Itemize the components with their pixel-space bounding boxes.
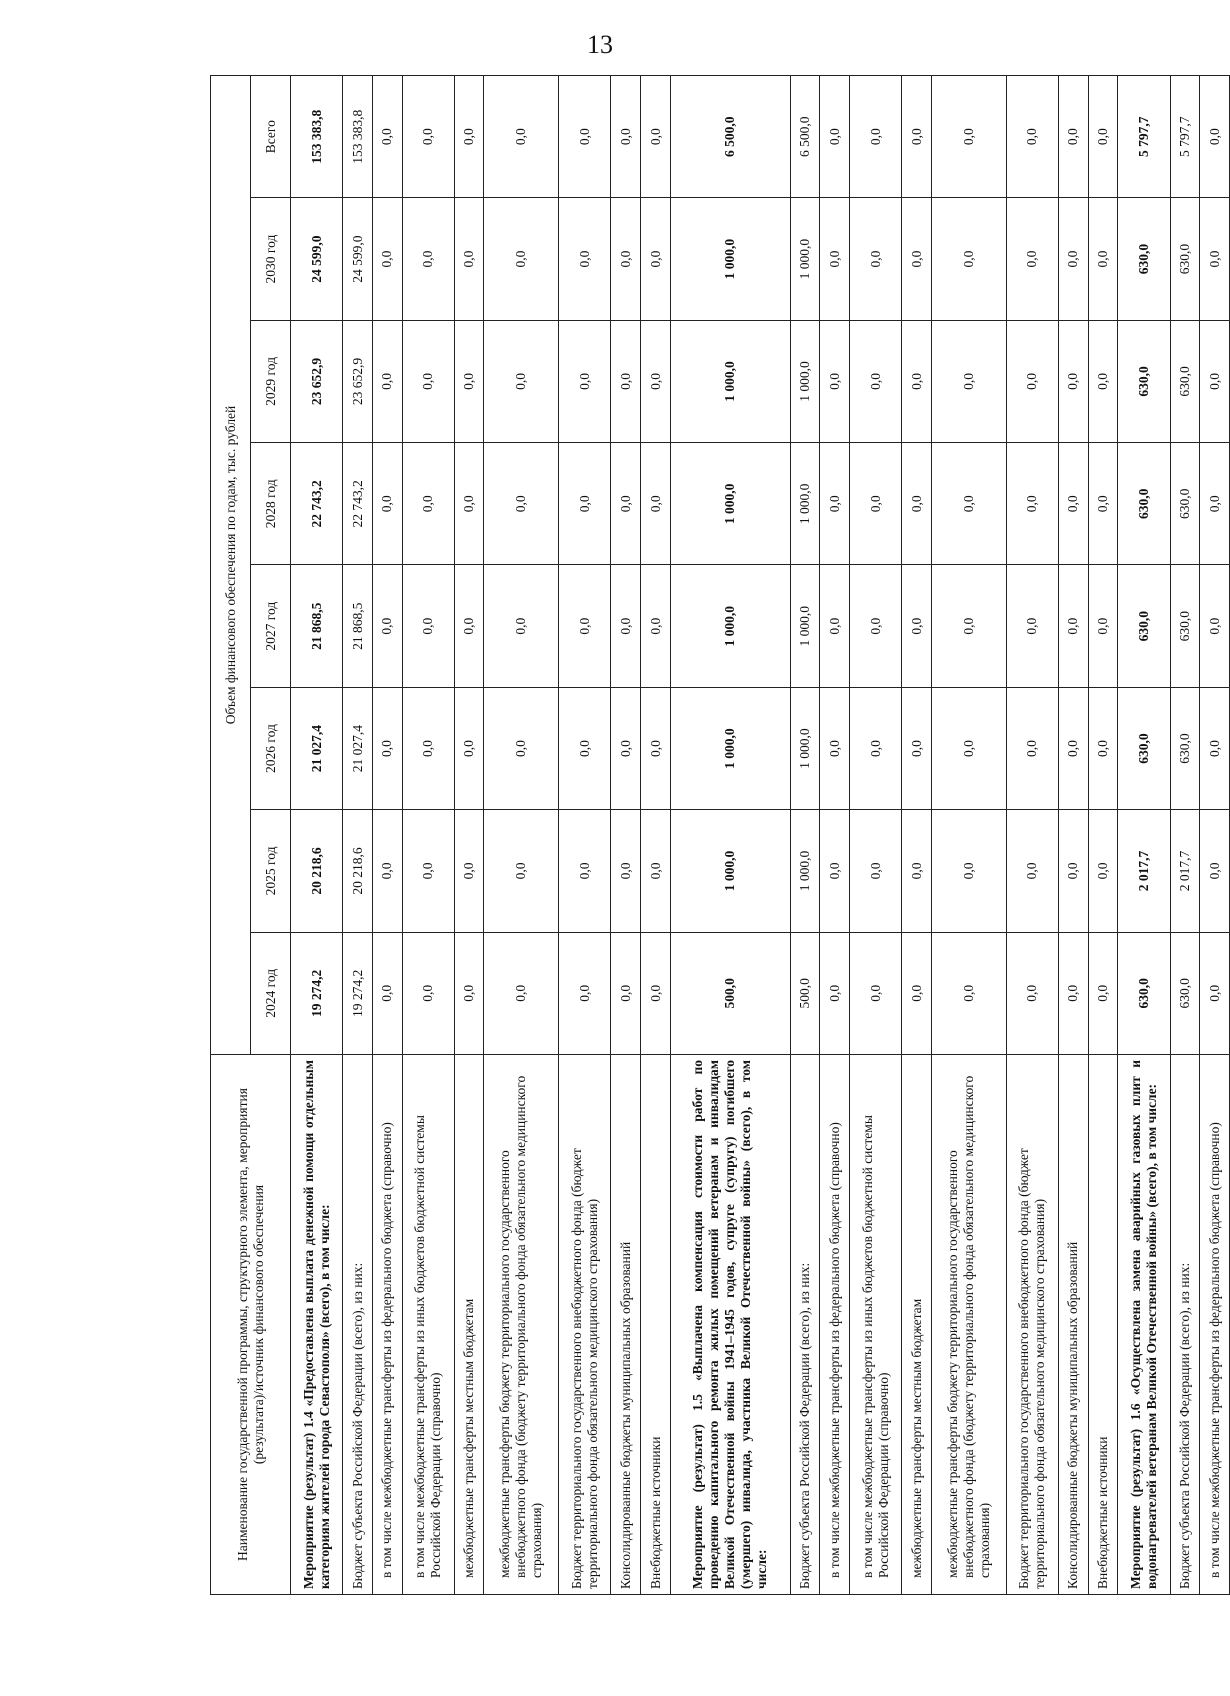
year-value-cell: 0,0 bbox=[820, 932, 850, 1054]
year-value-cell: 0,0 bbox=[402, 687, 454, 809]
year-value-cell: 0,0 bbox=[559, 198, 611, 320]
year-value-cell: 1 000,0 bbox=[670, 810, 790, 932]
year-value-cell: 0,0 bbox=[820, 320, 850, 442]
total-value-cell: 0,0 bbox=[1200, 76, 1230, 198]
year-value-cell: 500,0 bbox=[790, 932, 820, 1054]
total-value-cell: 0,0 bbox=[1059, 76, 1089, 198]
year-value-cell: 24 599,0 bbox=[291, 198, 343, 320]
row-name-cell: межбюджетные трансферты бюджету территориального государственного внебюджетного фонда (бюджету территориального фонда обязательного медицинского страхования) bbox=[931, 1055, 1006, 1595]
year-value-cell: 0,0 bbox=[1200, 320, 1230, 442]
row-name-cell: в том числе межбюджетные трансферты из иных бюджетов бюджетной системы Российской Федерации (справочно) bbox=[850, 1055, 902, 1595]
year-value-cell: 1 000,0 bbox=[670, 565, 790, 687]
year-value-cell: 0,0 bbox=[931, 443, 1006, 565]
year-value-cell: 0,0 bbox=[402, 198, 454, 320]
year-value-cell: 0,0 bbox=[372, 565, 402, 687]
row-name-cell: Внебюджетные источники bbox=[1088, 1055, 1118, 1595]
page-number: 13 bbox=[587, 30, 613, 59]
year-value-cell: 630,0 bbox=[1170, 932, 1200, 1054]
total-value-cell: 0,0 bbox=[850, 76, 902, 198]
year-value-cell: 630,0 bbox=[1170, 443, 1200, 565]
financing-volume-header: Объем финансового обеспечения по годам, тыс. рублей bbox=[211, 76, 251, 1055]
year-value-cell: 0,0 bbox=[559, 687, 611, 809]
year-value-cell: 0,0 bbox=[372, 932, 402, 1054]
year-value-cell: 1 000,0 bbox=[670, 198, 790, 320]
year-column-header: 2027 год bbox=[251, 565, 291, 687]
year-value-cell: 0,0 bbox=[641, 198, 671, 320]
year-value-cell: 0,0 bbox=[902, 443, 932, 565]
year-value-cell: 0,0 bbox=[850, 443, 902, 565]
year-value-cell: 0,0 bbox=[902, 810, 932, 932]
year-value-cell: 0,0 bbox=[484, 810, 559, 932]
year-value-cell: 0,0 bbox=[850, 198, 902, 320]
year-value-cell: 0,0 bbox=[454, 198, 484, 320]
table-row bbox=[1006, 76, 1058, 1595]
measure-row bbox=[291, 76, 343, 1595]
year-value-cell: 630,0 bbox=[1118, 932, 1170, 1054]
table-row bbox=[372, 76, 402, 1595]
year-value-cell: 0,0 bbox=[1088, 198, 1118, 320]
rotated-table-container bbox=[210, 75, 1230, 1595]
year-value-cell: 0,0 bbox=[402, 932, 454, 1054]
year-value-cell: 0,0 bbox=[850, 320, 902, 442]
total-value-cell: 0,0 bbox=[611, 76, 641, 198]
total-value-cell: 0,0 bbox=[1088, 76, 1118, 198]
total-value-cell: 0,0 bbox=[372, 76, 402, 198]
row-name-cell: Бюджет территориального государственного внебюджетного фонда (бюджет территориального фонда обязательного медицинского страхования) bbox=[1006, 1055, 1058, 1595]
year-value-cell: 0,0 bbox=[611, 687, 641, 809]
year-value-cell: 21 027,4 bbox=[343, 687, 373, 809]
total-value-cell: 153 383,8 bbox=[291, 76, 343, 198]
row-name-cell: Мероприятие (результат) 1.4 «Предоставлена выплата денежной помощи отдельным категориям жителей города Севастополя» (всего), в том числе: bbox=[291, 1055, 343, 1595]
total-value-cell: 5 797,7 bbox=[1118, 76, 1170, 198]
total-value-cell: 0,0 bbox=[559, 76, 611, 198]
row-name-cell: Внебюджетные источники bbox=[641, 1055, 671, 1595]
table-row bbox=[402, 76, 454, 1595]
year-value-cell: 630,0 bbox=[1118, 687, 1170, 809]
row-name-cell: Бюджет субъекта Российской Федерации (всего), из них: bbox=[790, 1055, 820, 1595]
total-value-cell: 0,0 bbox=[484, 76, 559, 198]
year-value-cell: 0,0 bbox=[611, 443, 641, 565]
year-value-cell: 0,0 bbox=[1059, 443, 1089, 565]
year-value-cell: 0,0 bbox=[1059, 687, 1089, 809]
year-value-cell: 0,0 bbox=[1059, 320, 1089, 442]
year-value-cell: 1 000,0 bbox=[790, 198, 820, 320]
year-value-cell: 0,0 bbox=[820, 687, 850, 809]
year-value-cell: 630,0 bbox=[1170, 320, 1200, 442]
year-value-cell: 0,0 bbox=[1006, 320, 1058, 442]
year-value-cell: 0,0 bbox=[372, 687, 402, 809]
year-value-cell: 23 652,9 bbox=[291, 320, 343, 442]
year-value-cell: 0,0 bbox=[931, 198, 1006, 320]
financing-table bbox=[210, 75, 1230, 1595]
year-value-cell: 1 000,0 bbox=[790, 443, 820, 565]
year-value-cell: 22 743,2 bbox=[343, 443, 373, 565]
year-value-cell: 0,0 bbox=[611, 565, 641, 687]
row-name-cell: Мероприятие (результат) 1.6 «Осуществлена замена аварийных газовых плит и водонагревателей ветеранам Великой Отечественной войны» (всего), в том числе: bbox=[1118, 1055, 1170, 1595]
measure-row bbox=[1118, 76, 1170, 1595]
year-value-cell: 630,0 bbox=[1118, 443, 1170, 565]
year-value-cell: 0,0 bbox=[931, 810, 1006, 932]
year-value-cell: 0,0 bbox=[611, 198, 641, 320]
year-value-cell: 0,0 bbox=[820, 810, 850, 932]
year-value-cell: 630,0 bbox=[1118, 320, 1170, 442]
year-value-cell: 630,0 bbox=[1170, 565, 1200, 687]
year-value-cell: 0,0 bbox=[454, 565, 484, 687]
year-value-cell: 0,0 bbox=[484, 320, 559, 442]
year-column-header: 2029 год bbox=[251, 320, 291, 442]
year-value-cell: 0,0 bbox=[1088, 932, 1118, 1054]
year-value-cell: 0,0 bbox=[641, 687, 671, 809]
year-value-cell: 0,0 bbox=[402, 810, 454, 932]
year-value-cell: 0,0 bbox=[1006, 687, 1058, 809]
total-value-cell: 0,0 bbox=[820, 76, 850, 198]
table-row bbox=[902, 76, 932, 1595]
total-value-cell: 0,0 bbox=[1006, 76, 1058, 198]
year-value-cell: 0,0 bbox=[902, 565, 932, 687]
year-value-cell: 0,0 bbox=[484, 565, 559, 687]
year-value-cell: 0,0 bbox=[611, 932, 641, 1054]
year-value-cell: 0,0 bbox=[641, 443, 671, 565]
year-value-cell: 0,0 bbox=[559, 932, 611, 1054]
year-value-cell: 0,0 bbox=[559, 443, 611, 565]
year-value-cell: 0,0 bbox=[372, 810, 402, 932]
total-value-cell: 0,0 bbox=[641, 76, 671, 198]
table-row bbox=[1088, 76, 1118, 1595]
row-name-cell: Бюджет территориального государственного внебюджетного фонда (бюджет территориального фонда обязательного медицинского страхования) bbox=[559, 1055, 611, 1595]
year-value-cell: 630,0 bbox=[1118, 565, 1170, 687]
year-value-cell: 0,0 bbox=[611, 810, 641, 932]
year-value-cell: 0,0 bbox=[820, 565, 850, 687]
row-name-cell: Консолидированные бюджеты муниципальных образований bbox=[611, 1055, 641, 1595]
year-value-cell: 0,0 bbox=[1059, 932, 1089, 1054]
year-value-cell: 0,0 bbox=[931, 320, 1006, 442]
table-row bbox=[931, 76, 1006, 1595]
year-value-cell: 0,0 bbox=[372, 320, 402, 442]
year-value-cell: 0,0 bbox=[1006, 810, 1058, 932]
year-value-cell: 0,0 bbox=[1006, 198, 1058, 320]
table-row bbox=[343, 76, 373, 1595]
year-value-cell: 0,0 bbox=[484, 443, 559, 565]
table-row bbox=[850, 76, 902, 1595]
year-value-cell: 0,0 bbox=[902, 932, 932, 1054]
year-value-cell: 0,0 bbox=[1059, 198, 1089, 320]
year-value-cell: 0,0 bbox=[641, 565, 671, 687]
year-value-cell: 1 000,0 bbox=[790, 565, 820, 687]
total-value-cell: 6 500,0 bbox=[670, 76, 790, 198]
row-name-cell: Мероприятие (результат) 1.5 «Выплачена компенсация стоимости работ по проведению капитального ремонта жилых помещений ветеранам и инвалидам Великой Отечественной войны 1941–1945 годов, супруге (супругу) погибшего (умершего) инвалида, участника Великой Отечественной войны» (всего), в том числе: bbox=[670, 1055, 790, 1595]
year-value-cell: 0,0 bbox=[1006, 565, 1058, 687]
year-value-cell: 1 000,0 bbox=[790, 687, 820, 809]
year-value-cell: 1 000,0 bbox=[790, 320, 820, 442]
year-column-header: 2030 год bbox=[251, 198, 291, 320]
year-column-header: 2024 год bbox=[251, 932, 291, 1054]
year-value-cell: 0,0 bbox=[454, 320, 484, 442]
row-name-cell: межбюджетные трансферты местным бюджетам bbox=[902, 1055, 932, 1595]
table-row bbox=[820, 76, 850, 1595]
year-value-cell: 23 652,9 bbox=[343, 320, 373, 442]
year-value-cell: 0,0 bbox=[1200, 932, 1230, 1054]
year-value-cell: 0,0 bbox=[559, 810, 611, 932]
year-column-header: 2026 год bbox=[251, 687, 291, 809]
year-value-cell: 0,0 bbox=[931, 565, 1006, 687]
table-row bbox=[559, 76, 611, 1595]
year-value-cell: 0,0 bbox=[454, 443, 484, 565]
year-value-cell: 0,0 bbox=[402, 320, 454, 442]
row-name-cell: в том числе межбюджетные трансферты из федерального бюджета (справочно) bbox=[372, 1055, 402, 1595]
year-value-cell: 2 017,7 bbox=[1170, 810, 1200, 932]
year-value-cell: 0,0 bbox=[454, 810, 484, 932]
year-value-cell: 0,0 bbox=[1088, 810, 1118, 932]
year-value-cell: 630,0 bbox=[1170, 687, 1200, 809]
year-value-cell: 0,0 bbox=[559, 320, 611, 442]
year-value-cell: 20 218,6 bbox=[291, 810, 343, 932]
total-value-cell: 0,0 bbox=[902, 76, 932, 198]
year-column-header: 2025 год bbox=[251, 810, 291, 932]
year-value-cell: 0,0 bbox=[902, 687, 932, 809]
year-value-cell: 0,0 bbox=[454, 687, 484, 809]
row-name-cell: Консолидированные бюджеты муниципальных образований bbox=[1059, 1055, 1089, 1595]
year-value-cell: 0,0 bbox=[1200, 565, 1230, 687]
year-value-cell: 0,0 bbox=[1088, 687, 1118, 809]
year-value-cell: 0,0 bbox=[1088, 565, 1118, 687]
total-value-cell: 153 383,8 bbox=[343, 76, 373, 198]
year-value-cell: 0,0 bbox=[902, 198, 932, 320]
total-value-cell: 5 797,7 bbox=[1170, 76, 1200, 198]
year-value-cell: 0,0 bbox=[641, 320, 671, 442]
year-value-cell: 0,0 bbox=[641, 810, 671, 932]
year-value-cell: 19 274,2 bbox=[343, 932, 373, 1054]
year-value-cell: 0,0 bbox=[902, 320, 932, 442]
year-value-cell: 1 000,0 bbox=[790, 810, 820, 932]
year-value-cell: 0,0 bbox=[931, 932, 1006, 1054]
year-value-cell: 19 274,2 bbox=[291, 932, 343, 1054]
table-row bbox=[611, 76, 641, 1595]
year-value-cell: 24 599,0 bbox=[343, 198, 373, 320]
row-name-cell: Бюджет субъекта Российской Федерации (всего), из них: bbox=[343, 1055, 373, 1595]
row-name-cell: в том числе межбюджетные трансферты из федерального бюджета (справочно) bbox=[820, 1055, 850, 1595]
year-value-cell: 0,0 bbox=[402, 565, 454, 687]
year-value-cell: 0,0 bbox=[641, 932, 671, 1054]
year-value-cell: 0,0 bbox=[820, 198, 850, 320]
year-value-cell: 21 868,5 bbox=[291, 565, 343, 687]
year-value-cell: 0,0 bbox=[1088, 320, 1118, 442]
year-value-cell: 0,0 bbox=[850, 932, 902, 1054]
year-value-cell: 0,0 bbox=[1088, 443, 1118, 565]
year-value-cell: 0,0 bbox=[1200, 810, 1230, 932]
row-name-cell: в том числе межбюджетные трансферты из федерального бюджета (справочно) bbox=[1200, 1055, 1230, 1595]
row-name-cell: межбюджетные трансферты местным бюджетам bbox=[454, 1055, 484, 1595]
year-value-cell: 630,0 bbox=[1118, 198, 1170, 320]
year-value-cell: 0,0 bbox=[931, 687, 1006, 809]
year-value-cell: 0,0 bbox=[372, 198, 402, 320]
table-row bbox=[1200, 76, 1230, 1595]
year-value-cell: 1 000,0 bbox=[670, 687, 790, 809]
year-value-cell: 0,0 bbox=[1059, 810, 1089, 932]
year-value-cell: 0,0 bbox=[850, 687, 902, 809]
total-value-cell: 0,0 bbox=[402, 76, 454, 198]
year-value-cell: 0,0 bbox=[820, 443, 850, 565]
year-value-cell: 630,0 bbox=[1170, 198, 1200, 320]
year-value-cell: 0,0 bbox=[484, 932, 559, 1054]
year-value-cell: 1 000,0 bbox=[670, 443, 790, 565]
year-value-cell: 500,0 bbox=[670, 932, 790, 1054]
year-value-cell: 0,0 bbox=[611, 320, 641, 442]
year-value-cell: 0,0 bbox=[850, 565, 902, 687]
year-value-cell: 0,0 bbox=[372, 443, 402, 565]
table-row bbox=[790, 76, 820, 1595]
total-value-cell: 0,0 bbox=[454, 76, 484, 198]
year-value-cell: 0,0 bbox=[1059, 565, 1089, 687]
year-value-cell: 21 027,4 bbox=[291, 687, 343, 809]
year-value-cell: 0,0 bbox=[1200, 687, 1230, 809]
table-row bbox=[1170, 76, 1200, 1595]
row-name-cell: в том числе межбюджетные трансферты из иных бюджетов бюджетной системы Российской Федерации (справочно) bbox=[402, 1055, 454, 1595]
year-value-cell: 0,0 bbox=[484, 198, 559, 320]
total-value-cell: 0,0 bbox=[931, 76, 1006, 198]
name-column-header: Наименование государственной программы, структурного элемента, мероприятия (результата)/источник финансового обеспечения bbox=[211, 1055, 291, 1595]
measure-row bbox=[670, 76, 790, 1595]
year-value-cell: 0,0 bbox=[1006, 443, 1058, 565]
table-row bbox=[1059, 76, 1089, 1595]
year-value-cell: 0,0 bbox=[1200, 198, 1230, 320]
year-value-cell: 0,0 bbox=[1006, 932, 1058, 1054]
year-value-cell: 0,0 bbox=[850, 810, 902, 932]
table-row bbox=[454, 76, 484, 1595]
year-value-cell: 21 868,5 bbox=[343, 565, 373, 687]
year-value-cell: 0,0 bbox=[484, 687, 559, 809]
year-value-cell: 1 000,0 bbox=[670, 320, 790, 442]
year-value-cell: 20 218,6 bbox=[343, 810, 373, 932]
year-column-header: 2028 год bbox=[251, 443, 291, 565]
table-row bbox=[641, 76, 671, 1595]
year-value-cell: 22 743,2 bbox=[291, 443, 343, 565]
year-value-cell: 0,0 bbox=[1200, 443, 1230, 565]
row-name-cell: Бюджет субъекта Российской Федерации (всего), из них: bbox=[1170, 1055, 1200, 1595]
table-row bbox=[484, 76, 559, 1595]
total-value-cell: 6 500,0 bbox=[790, 76, 820, 198]
year-value-cell: 2 017,7 bbox=[1118, 810, 1170, 932]
year-value-cell: 0,0 bbox=[402, 443, 454, 565]
year-column-header: Всего bbox=[251, 76, 291, 198]
year-value-cell: 0,0 bbox=[454, 932, 484, 1054]
row-name-cell: межбюджетные трансферты бюджету территориального государственного внебюджетного фонда (бюджету территориального фонда обязательного медицинского страхования) bbox=[484, 1055, 559, 1595]
year-value-cell: 0,0 bbox=[559, 565, 611, 687]
